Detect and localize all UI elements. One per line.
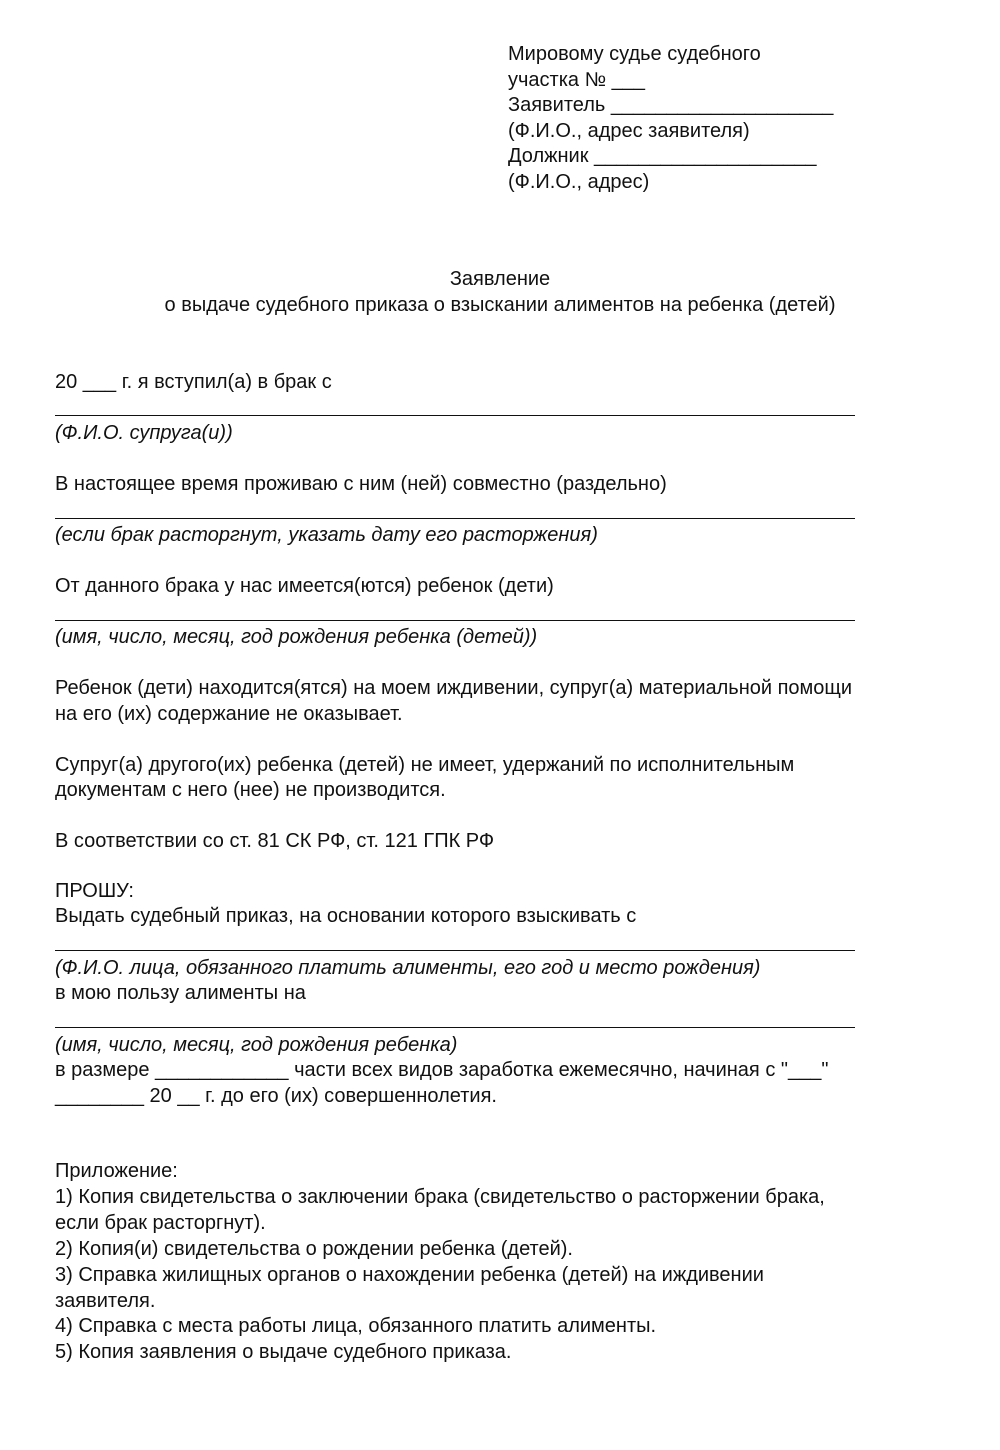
title-sub: о выдаче судебного приказа о взыскании алиментов на ребенка (детей) (164, 294, 836, 316)
request-line-3: в размере ____________ части всех видов заработка ежемесячно, начиная с "___" (55, 1059, 829, 1081)
request-rule-1 (55, 950, 855, 951)
other-children-line-2: документам с него (нее) не производится. (55, 779, 446, 801)
attachment-line: 3) Справка жилищных органов о нахождении ребенка (детей) на иждивении (55, 1264, 764, 1286)
marriage-text: 20 ___ г. я вступил(а) в брак с (55, 371, 332, 393)
request-rule-2 (55, 1027, 855, 1028)
attachment-line: если брак расторгнут). (55, 1212, 266, 1234)
attachment-line: 5) Копия заявления о выдаче судебного приказа. (55, 1341, 512, 1363)
applicant-field: Заявитель ____________________ (508, 94, 834, 116)
other-children-line-1: Супруг(а) другого(их) ребенка (детей) не имеет, удержаний по исполнительным (55, 754, 795, 776)
children-hint: (имя, число, месяц, год рождения ребенка (детей)) (55, 626, 538, 648)
children-text: От данного брака у нас имеется(ются) ребенок (дети) (55, 575, 554, 597)
applicant-hint: (Ф.И.О., адрес заявителя) (508, 119, 750, 142)
residence-hint: (если брак расторгнут, указать дату его расторжения) (55, 524, 598, 546)
debtor-hint: (Ф.И.О., адрес) (508, 170, 650, 193)
attachment-line: 2) Копия(и) свидетельства о рождении ребенка (детей). (55, 1238, 573, 1260)
dependency-line-1: Ребенок (дети) находится(ятся) на моем иждивении, супруг(а) материальной помощи (55, 677, 853, 699)
attachment-line: 1) Копия свидетельства о заключении брака (свидетельство о расторжении брака, (55, 1186, 825, 1208)
addressee-judge: Мировому судье судебного (508, 43, 761, 65)
request-hint-1: (Ф.И.О. лица, обязанного платить алименты, его год и место рождения) (55, 957, 761, 979)
debtor-field: Должник ____________________ (508, 145, 817, 167)
request-heading: ПРОШУ: (55, 880, 134, 902)
request-line-1: Выдать судебный приказ, на основании которого взыскивать с (55, 905, 637, 927)
attachments-heading: Приложение: (55, 1160, 178, 1182)
residence-rule (55, 518, 855, 519)
marriage-rule (55, 415, 855, 416)
dependency-line-2: на его (их) содержание не оказывает. (55, 703, 403, 725)
attachment-line: 4) Справка с места работы лица, обязанного платить алименты. (55, 1315, 657, 1337)
request-line-2: в мою пользу алименты на (55, 982, 306, 1004)
legal-basis: В соответствии со ст. 81 СК РФ, ст. 121 ГПК РФ (55, 830, 495, 852)
request-line-4: ________ 20 __ г. до его (их) совершеннолетия. (55, 1085, 497, 1107)
children-rule (55, 620, 855, 621)
attachment-line: заявителя. (55, 1290, 156, 1312)
title-main: Заявление (449, 268, 551, 290)
request-hint-2: (имя, число, месяц, год рождения ребенка) (55, 1034, 458, 1056)
document-title (0, 266, 1000, 318)
addressee-district: участка № ___ (508, 68, 645, 91)
residence-text: В настоящее время проживаю с ним (ней) совместно (раздельно) (55, 473, 667, 495)
addressee-block (508, 42, 978, 195)
marriage-hint: (Ф.И.О. супруга(и)) (55, 422, 233, 444)
